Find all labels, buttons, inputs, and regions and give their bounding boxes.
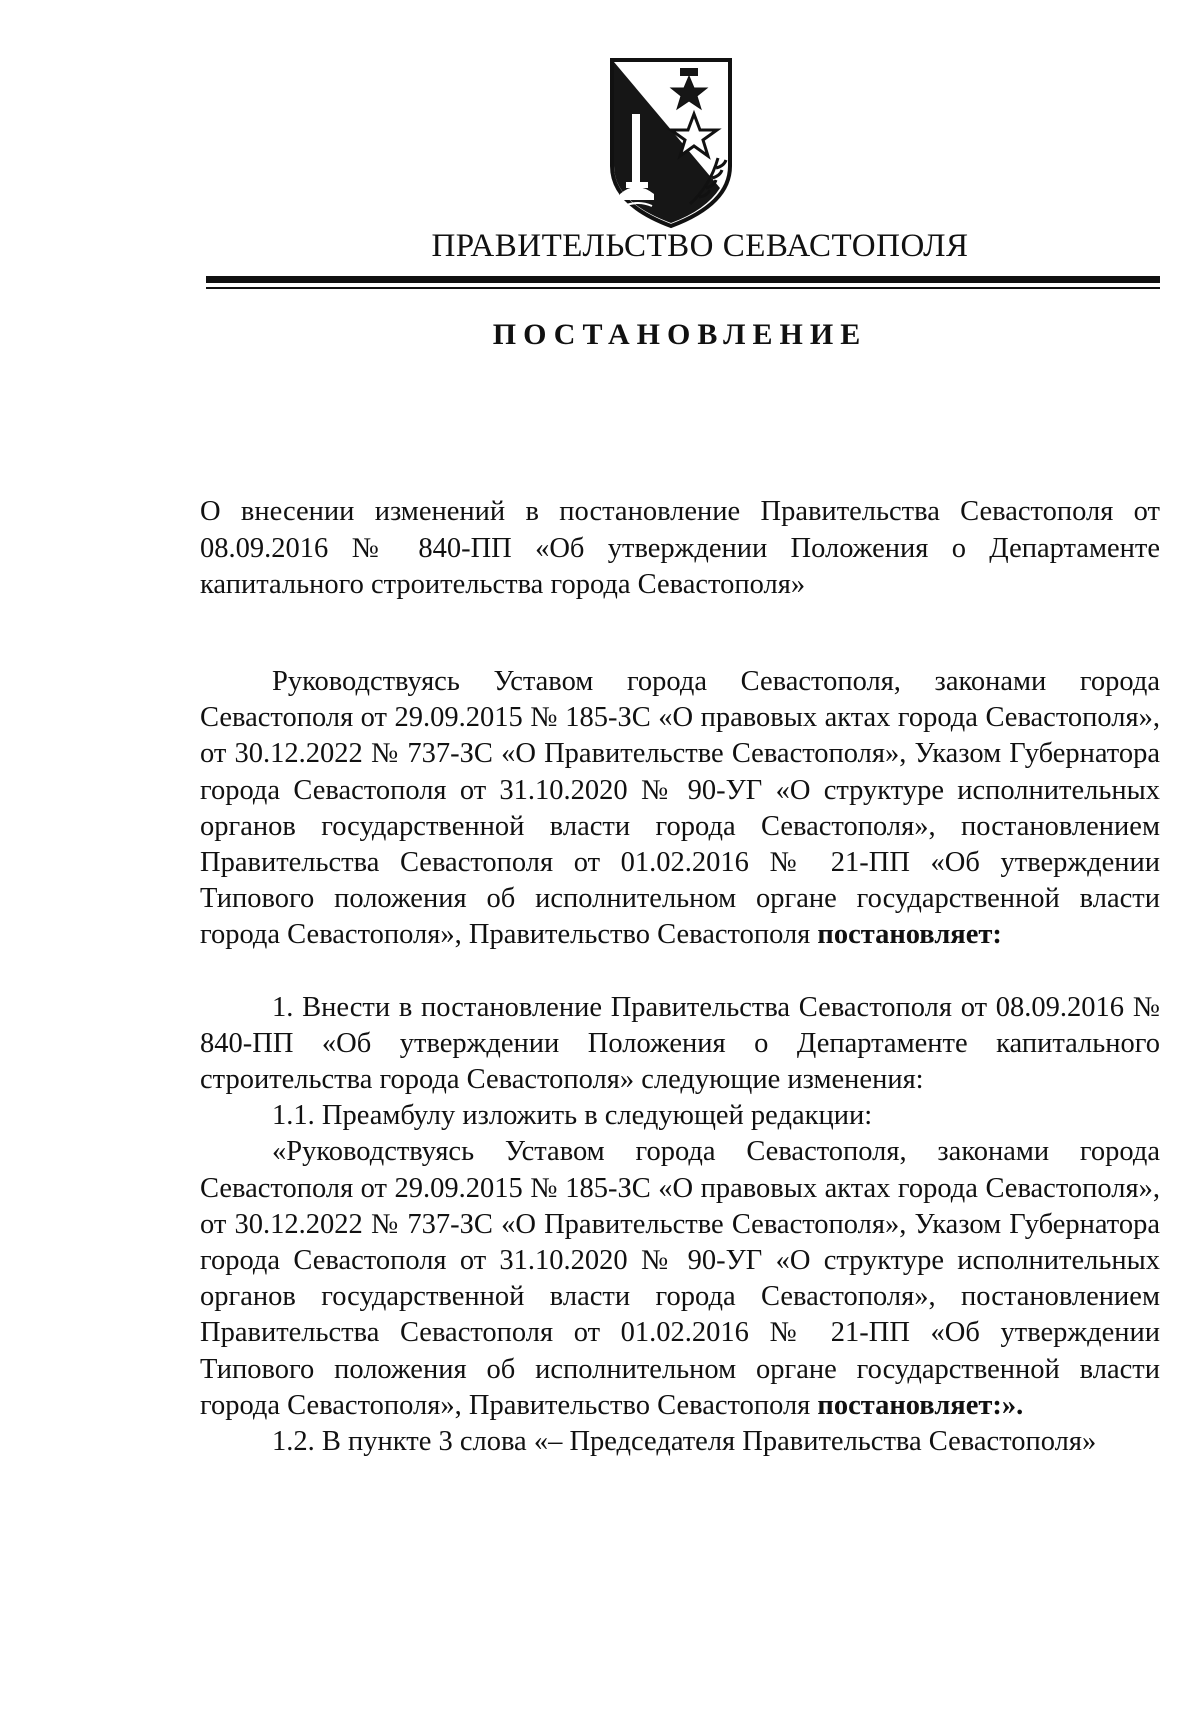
government-name: ПРАВИТЕЛЬСТВО СЕВАСТОПОЛЯ <box>431 228 969 264</box>
document-type-title: ПОСТАНОВЛЕНИЕ <box>492 318 868 351</box>
clause-1-1-quote <box>200 1134 1160 1424</box>
document-body <box>200 664 1160 1460</box>
preamble-paragraph <box>200 664 1160 954</box>
preamble-decision-word: постановляет: <box>817 919 1002 951</box>
sevastopol-coat-of-arms-icon <box>598 54 744 230</box>
preamble-text: Руководствуясь Уставом города Севастополя, законами города Севастополя от 29.09.2015 № 185-ЗС «О правовых актах города Севастополя», от 30.12.2022 № 737-ЗС «О Правительстве Севастополя», Указом Губернатора города Севастополя от 31.10.2020 № 90-УГ «О структуре исполнительных органов государственной власти города Севастополя», постановлением Правительства Севастополя от 01.02.2016 № 21-ПП «Об утверждении Типового положения об исполнительном органе государственной власти города Севастополя», Правительство Севастополя <box>200 666 1160 951</box>
header-divider-thin <box>206 287 1160 289</box>
clause-1-2: 1.2. В пункте 3 слова «– Председателя Правительства Севастополя» <box>272 1426 1097 1458</box>
clause-1: 1. Внести в постановление Правительства Севастополя от 08.09.2016 № 840-ПП «Об утверждении Положения о Департаменте капитального строительства города Севастополя» следующие изменения: <box>200 991 1160 1096</box>
header-divider-thick <box>206 276 1160 283</box>
clause-1-1-quote-decision-word: постановляет:». <box>817 1389 1024 1421</box>
clause-1-1: 1.1. Преамбулу изложить в следующей редакции: <box>272 1100 873 1132</box>
document-subject: О внесении изменений в постановление Правительства Севастополя от 08.09.2016 № 840-ПП «Об утверждении Положения о Департаменте капитального строительства города Севастополя» <box>200 496 1160 600</box>
clause-1-1-quote-text: «Руководствуясь Уставом города Севастополя, законами города Севастополя от 29.09.2015 № 185-ЗС «О правовых актах города Севастополя», от 30.12.2022 № 737-ЗС «О Правительстве Севастополя», Указом Губернатора города Севастополя от 31.10.2020 № 90-УГ «О структуре исполнительных органов государственной власти города Севастополя», постановлением Правительства Севастополя от 01.02.2016 № 21-ПП «Об утверждении Типового положения об исполнительном органе государственной власти города Севастополя», Правительство Севастополя <box>200 1136 1160 1421</box>
